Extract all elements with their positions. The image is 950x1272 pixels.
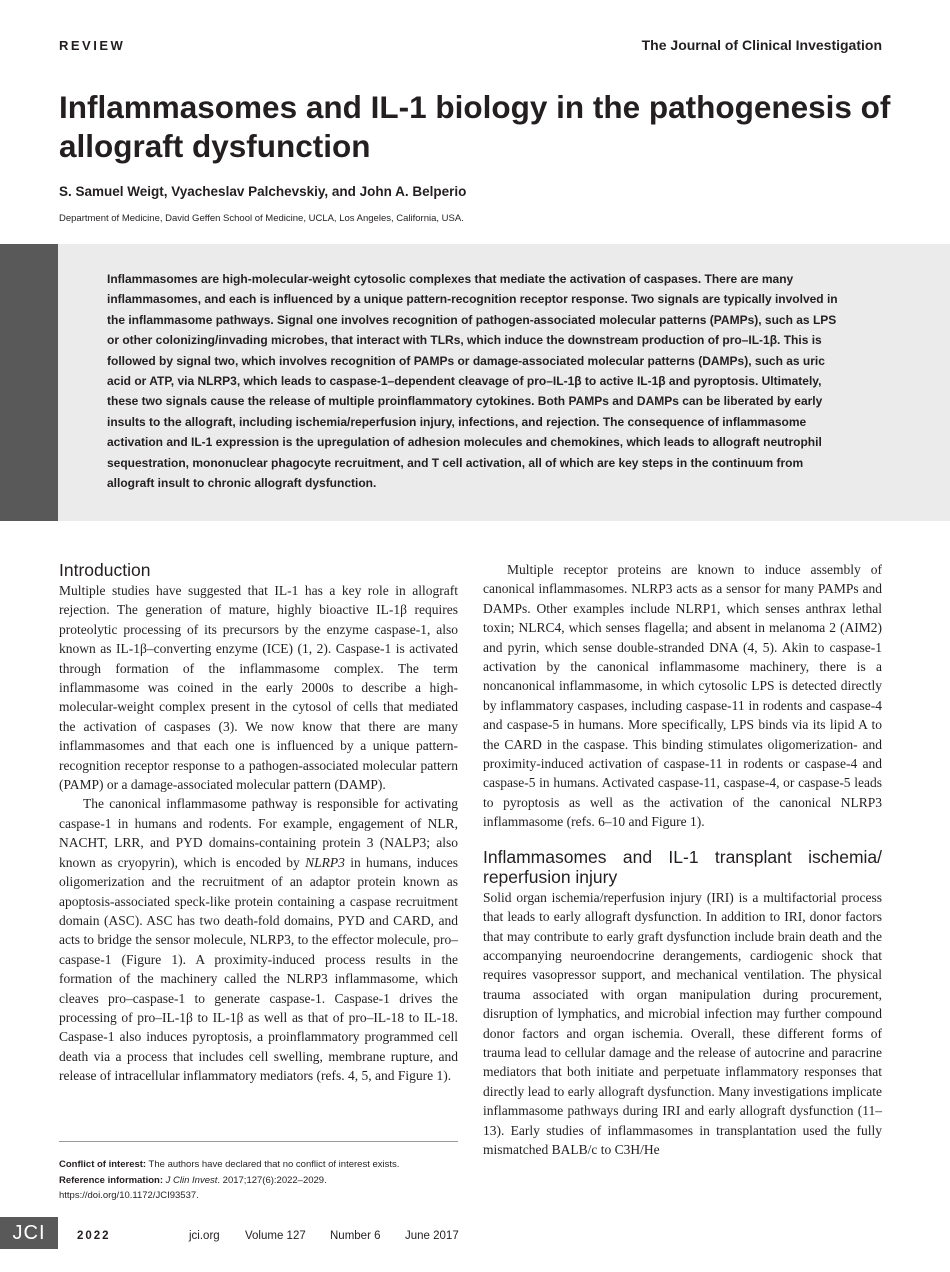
intro-paragraph-2-start: The canonical inflammasome pathway is responsible for activating caspase-1 in humans and rodents. For example, engagement of NLR, NACHT, LRR, and PYD domains-containing protein 3 (NALP3; also known as cryopyrin), which is encoded by — [59, 796, 458, 870]
journal-name: The Journal of Clinical Investigation — [641, 37, 882, 53]
abstract-text: Inflammasomes are high-molecular-weight cytosolic complexes that mediate the activation of caspases. There are many inflammasomes, and each is influenced by a unique pattern-recognition receptor response. Two signals are typically involved in the inflammasome pathways. Signal one involves recognition of pathogen-associated molecular patterns (PAMPs), such as LPS or other colonizing/invading microbes, that interact with TLRs, which induce the downstream production of pro–IL-1β. This is followed by signal two, which involves recognition of PAMPs or damage-associated molecular patterns (DAMPs), such as uric acid or ATP, via NLRP3, which leads to caspase-1–dependent cleavage of pro–IL-1β to active IL-1β and pyroptosis. Ultimately, these two signals cause the release of multiple proinflammatory cytokines. Both PAMPs and DAMPs can be liberated by early insults to the allograft, including ischemia/reperfusion injury, infections, and rejection. The consequence of inflammasome activation and IL-1 expression is the upregulation of adhesion molecules and chemokines, which leads to allograft neutrophil sequestration, mononuclear phagocyte recruitment, and T cell activation, all of which are key steps in the continuum from allograft insult to chronic allograft dysfunction. — [107, 272, 838, 491]
coi-label: Conflict of interest: — [59, 1159, 147, 1170]
site-link[interactable]: jci.org — [189, 1230, 220, 1242]
right-column — [483, 560, 882, 1159]
intro-paragraph-2-end: in humans, induces oligomerization and the recruitment of an adaptor protein known as apoptosis-associated speck-like protein containing a caspase recruitment domain (ASC). ASC has two death-fold domains, PYD and CARD, and acts to bridge the sensor molecule, NLRP3, to the effector molecule, pro–caspase-1 (Figure 1). A proximity-induced process results in the formation of the machinery called the NLRP3 inflammasome, which cleaves pro–caspase-1 to generate caspase-1. Caspase-1 drives the processing of pro–IL-1β to IL-1β as well as that of pro–IL-18 to IL-18. Caspase-1 also induces pyroptosis, a proinflammatory programmed cell death via a process that includes cell swelling, membrane rupture, and release of intracellular inflammatory mediators (refs. 4, 5, and Figure 1). — [59, 854, 458, 1084]
ischemia-paragraph: Solid organ ischemia/reperfusion injury (IRI) is a multifactorial process that leads to early allograft dysfunction. In addition to IRI, donor factors that may contribute to early graft dysfunction include brain death and the accompanying neuroendocrine derangements, cardiogenic shock that requires vasopressor support, and mechanical ventilation. The physical trauma associated with organ manipulation during procurement, disruption of lymphatics, and microbial infection may further compound donor factors and organ ischemia. Overall, these different forms of trauma lead to cellular damage and the release of autocrine and paracrine mediators that both initiate and perpetuate inflammatory responses that directly lead to early allograft dysfunction. Many investigations implicate inflammasome pathways during IRI and early allograft dysfunction (11–13). Early studies of inflammasomes in transplantation used the fully mismatched BALB/c to C3H/He — [483, 889, 882, 1157]
ischemia-heading: Inflammasomes and IL-1 transplant ischemia/ reperfusion injury — [483, 846, 882, 887]
ref-label: Reference information: — [59, 1174, 163, 1186]
author-list: S. Samuel Weigt, Vyacheslav Palchevskiy, and John A. Belperio — [59, 184, 467, 199]
section-label: REVIEW — [59, 38, 126, 53]
volume-info: Volume 127 — [245, 1230, 306, 1242]
abstract-accent-bar — [0, 244, 58, 521]
issue-date: June 2017 — [405, 1230, 459, 1242]
page-number: 2022 — [77, 1230, 111, 1242]
reference-information — [59, 1173, 458, 1189]
conflict-of-interest — [59, 1157, 458, 1173]
affiliation: Department of Medicine, David Geffen School of Medicine, UCLA, Los Angeles, California, USA. — [59, 213, 464, 224]
coi-text: The authors have declared that no conflict of interest exists. — [146, 1159, 400, 1170]
issue-number: Number 6 — [330, 1230, 381, 1242]
footnote-divider — [59, 1141, 458, 1142]
receptor-paragraph: Multiple receptor proteins are known to induce assembly of canonical inflammasomes. NLRP3 acts as a sensor for many PAMPs and DAMPs. Other examples include NLRP1, which senses anthrax lethal toxin; NLRC4, which senses flagella; and absent in melanoma 2 (AIM2) and pyrin, which sense double-stranded DNA (4, 5). Akin to caspase-1 activation by the canonical inflammasome machinery, there is a noncanonical inflammasome, in which cytosolic LPS is detected directly by inflammatory caspases, including caspase-11 in rodents and caspase-4 and caspase-5 in humans. More specifically, LPS binds via its lipid A to the CARD in the caspase. This binding stimulates oligomerization- and proximity-induced activation of caspase-11 in rodents or caspase-4 and caspase-5 in humans. Activated caspase-11, caspase-4, or caspase-5 leads to pyroptosis as well as the activation of the canonical NLRP3 inflammasome (refs. 6–10 and Figure 1). — [483, 562, 882, 830]
introduction-heading: Introduction — [59, 560, 151, 580]
intro-paragraph-2 — [59, 794, 458, 1085]
ref-citation: . 2017;127(6):2022–2029. — [217, 1174, 327, 1186]
abstract-panel — [0, 244, 950, 521]
footnotes — [59, 1157, 458, 1204]
gene-name: NLRP3 — [305, 854, 345, 870]
jci-logo: JCI — [0, 1217, 58, 1249]
left-column — [59, 560, 458, 1086]
intro-paragraph-1: Multiple studies have suggested that IL-1 has a key role in allograft rejection. The generation of mature, highly bioactive IL-1β requires proteolytic processing of its precursors by the enzyme caspase-1, also known as IL-1β–converting enzyme (ICE) (1, 2). Caspase-1 is activated through formation of the inflammasome complex. The term inflammasome was coined in the early 2000s to describe a high-molecular-weight complex present in the cytosol of cells that mediated the activation of caspases (3). We now know that there are many inflammasomes and that each one is influenced by a unique pattern-recognition receptor response to a pathogen-associated molecular pattern (PAMP) or a damage-associated molecular pattern (DAMP). — [59, 583, 458, 793]
doi-link[interactable]: https://doi.org/10.1172/JCI93537. — [59, 1190, 199, 1201]
article-title: Inflammasomes and IL-1 biology in the pathogenesis of allograft dysfunction — [59, 89, 891, 164]
ref-journal: J Clin Invest — [165, 1174, 218, 1186]
